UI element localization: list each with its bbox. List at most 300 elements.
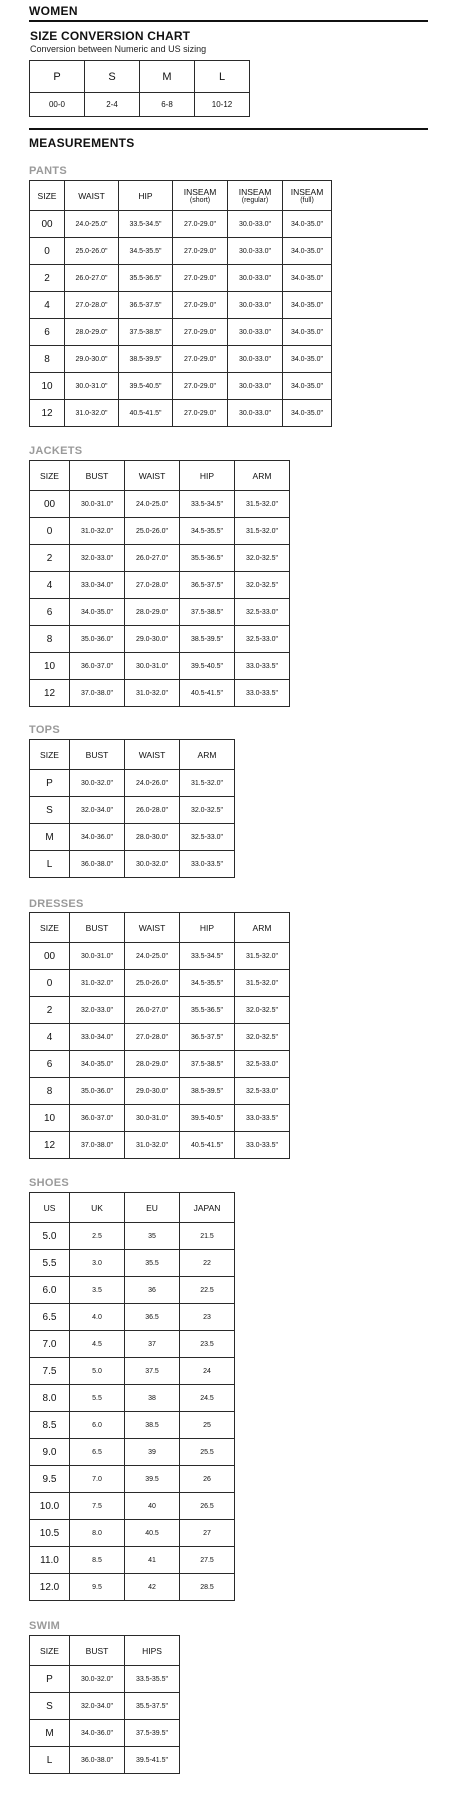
table-cell: 3.0 — [70, 1250, 125, 1277]
table-cell: 34.0-35.0" — [283, 319, 332, 346]
table-cell: 29.0-30.0" — [125, 1078, 180, 1105]
conversion-title: SIZE CONVERSION CHART — [30, 29, 191, 43]
table-cell: 38.5-39.5" — [180, 626, 235, 653]
table-cell: 27.0-29.0" — [173, 238, 228, 265]
table-row — [30, 518, 290, 545]
table-cell: 27.5 — [180, 1547, 235, 1574]
size-cell: L — [30, 1747, 70, 1774]
table-cell: 32.5-33.0" — [235, 626, 290, 653]
table-cell: 32.0-33.0" — [70, 545, 125, 572]
table-cell: 24.0-25.0" — [65, 211, 119, 238]
column-header-label: SIZE — [40, 1645, 59, 1656]
table-row — [30, 292, 332, 319]
table-cell: 30.0-32.0" — [70, 1666, 125, 1693]
table-cell: 27.0-29.0" — [173, 400, 228, 427]
table-cell: 40 — [125, 1493, 180, 1520]
table-cell: 26 — [180, 1466, 235, 1493]
size-cell: 5.5 — [30, 1250, 70, 1277]
column-header-label: BUST — [85, 922, 109, 933]
table-cell: 33.5-35.5" — [125, 1666, 180, 1693]
table-cell: 32.0-33.0" — [70, 997, 125, 1024]
table-cell: 5.0 — [70, 1358, 125, 1385]
column-header — [65, 181, 119, 211]
column-header — [85, 61, 140, 93]
table-cell: 34.0-36.0" — [70, 824, 125, 851]
header-row — [30, 1636, 180, 1666]
table-cell: 35.5-36.5" — [180, 545, 235, 572]
column-header-sublabel: (full) — [300, 196, 314, 204]
table-row — [30, 1520, 235, 1547]
table-cell: 32.5-33.0" — [235, 599, 290, 626]
table-row — [30, 1277, 235, 1304]
table-cell: 33.0-33.5" — [180, 851, 235, 878]
table-cell: 34.0-35.0" — [283, 373, 332, 400]
table-cell: 37.5-38.5" — [119, 319, 173, 346]
table-cell: 34.0-35.0" — [283, 346, 332, 373]
column-header — [70, 913, 125, 943]
dresses-label: DRESSES — [29, 898, 84, 910]
table-row — [30, 1132, 290, 1159]
table-cell: 24.0-25.0" — [125, 491, 180, 518]
table-cell: 32.5-33.0" — [235, 1051, 290, 1078]
shoes-table — [29, 1192, 235, 1601]
table-cell: 30.0-33.0" — [228, 211, 283, 238]
header-row — [30, 461, 290, 491]
table-row — [30, 970, 290, 997]
table-cell: 30.0-33.0" — [228, 265, 283, 292]
column-header — [70, 1636, 125, 1666]
size-cell: 10 — [30, 373, 65, 400]
table-row — [30, 400, 332, 427]
size-cell: 0 — [30, 970, 70, 997]
column-header-label: BUST — [85, 470, 109, 481]
size-cell: 7.5 — [30, 1358, 70, 1385]
table-row — [30, 997, 290, 1024]
table-cell: 38.5-39.5" — [180, 1078, 235, 1105]
table-cell: 30.0-33.0" — [228, 319, 283, 346]
table-cell: 32.5-33.0" — [235, 1078, 290, 1105]
table-cell: 7.0 — [70, 1466, 125, 1493]
table-cell: 30.0-32.0" — [70, 770, 125, 797]
column-header-label: SIZE — [40, 922, 59, 933]
table-row — [30, 1250, 235, 1277]
table-row — [30, 1051, 290, 1078]
table-cell: 26.0-27.0" — [125, 545, 180, 572]
table-cell: 35.5-36.5" — [180, 997, 235, 1024]
table-cell: 41 — [125, 1547, 180, 1574]
table-cell: 27.0-29.0" — [173, 319, 228, 346]
table-row — [30, 93, 250, 117]
table-cell: 33.0-33.5" — [235, 680, 290, 707]
table-cell: 30.0-32.0" — [125, 851, 180, 878]
table-cell: 26.5 — [180, 1493, 235, 1520]
table-row — [30, 1024, 290, 1051]
size-cell: 8.5 — [30, 1412, 70, 1439]
table-cell: 5.5 — [70, 1385, 125, 1412]
table-cell: 32.0-32.5" — [235, 545, 290, 572]
table-cell: 37.5-39.5" — [125, 1720, 180, 1747]
conversion-table — [29, 60, 250, 117]
size-cell: 0 — [30, 238, 65, 265]
table-cell: 34.0-35.0" — [283, 292, 332, 319]
jackets-table — [29, 460, 290, 707]
size-cell: 8.0 — [30, 1385, 70, 1412]
table-cell: 27.0-28.0" — [125, 572, 180, 599]
table-cell: 33.0-34.0" — [70, 572, 125, 599]
size-cell: 11.0 — [30, 1547, 70, 1574]
table-row — [30, 1412, 235, 1439]
table-cell: 36.5-37.5" — [180, 1024, 235, 1051]
header-row — [30, 740, 235, 770]
table-row — [30, 1304, 235, 1331]
table-cell: 23.5 — [180, 1331, 235, 1358]
table-cell: 9.5 — [70, 1574, 125, 1601]
table-cell: 28.0-30.0" — [125, 824, 180, 851]
table-cell: 23 — [180, 1304, 235, 1331]
column-header-label: L — [218, 70, 226, 83]
table-row — [30, 653, 290, 680]
table-cell: 27.0-28.0" — [65, 292, 119, 319]
table-cell: 25.0-26.0" — [125, 518, 180, 545]
size-cell: 00 — [30, 943, 70, 970]
size-cell: 10.5 — [30, 1520, 70, 1547]
column-header — [140, 61, 195, 93]
table-cell: 39.5-40.5" — [180, 653, 235, 680]
table-cell: 36.5-37.5" — [180, 572, 235, 599]
column-header-label: WAIST — [138, 922, 166, 933]
column-header-label: WAIST — [138, 470, 166, 481]
column-header — [180, 740, 235, 770]
table-cell: 31.5-32.0" — [235, 518, 290, 545]
table-cell: 34.0-35.0" — [283, 400, 332, 427]
column-header-label: S — [108, 70, 116, 83]
table-cell: 27.0-29.0" — [173, 265, 228, 292]
column-header-label: HIP — [199, 470, 215, 481]
size-cell: P — [30, 770, 70, 797]
table-cell: 37.5-38.5" — [180, 599, 235, 626]
size-cell: 8 — [30, 626, 70, 653]
size-cell: 12 — [30, 1132, 70, 1159]
table-cell: 8.0 — [70, 1520, 125, 1547]
table-cell: 37.5 — [125, 1358, 180, 1385]
table-cell: 30.0-31.0" — [70, 491, 125, 518]
table-cell: 39.5 — [125, 1466, 180, 1493]
size-cell: 6.0 — [30, 1277, 70, 1304]
table-cell: 32.5-33.0" — [180, 824, 235, 851]
table-cell: 40.5-41.5" — [119, 400, 173, 427]
table-cell: 00-0 — [30, 93, 85, 117]
table-cell: 33.5-34.5" — [180, 943, 235, 970]
table-cell: 38 — [125, 1385, 180, 1412]
table-cell: 28.0-29.0" — [65, 319, 119, 346]
column-header — [180, 1193, 235, 1223]
table-row — [30, 626, 290, 653]
size-cell: 6.5 — [30, 1304, 70, 1331]
size-cell: 0 — [30, 518, 70, 545]
table-cell: 37.0-38.0" — [70, 1132, 125, 1159]
column-header — [180, 461, 235, 491]
size-cell: 8 — [30, 346, 65, 373]
size-cell: 12 — [30, 400, 65, 427]
title-divider — [29, 20, 428, 22]
column-header — [195, 61, 250, 93]
size-cell: 4 — [30, 1024, 70, 1051]
table-cell: 2-4 — [85, 93, 140, 117]
size-cell: 10 — [30, 1105, 70, 1132]
table-cell: 29.0-30.0" — [125, 626, 180, 653]
table-cell: 36.0-38.0" — [70, 1747, 125, 1774]
size-cell: M — [30, 1720, 70, 1747]
table-cell: 25.0-26.0" — [65, 238, 119, 265]
column-header-label: M — [162, 70, 172, 83]
column-header-label: EU — [146, 1202, 158, 1213]
table-row — [30, 770, 235, 797]
table-cell: 32.0-34.0" — [70, 1693, 125, 1720]
table-cell: 37.5-38.5" — [180, 1051, 235, 1078]
column-header-label: INSEAM — [238, 186, 272, 197]
table-cell: 42 — [125, 1574, 180, 1601]
table-cell: 31.0-32.0" — [65, 400, 119, 427]
header-row — [30, 913, 290, 943]
table-cell: 7.5 — [70, 1493, 125, 1520]
table-cell: 34.0-35.0" — [70, 1051, 125, 1078]
size-cell: 12.0 — [30, 1574, 70, 1601]
table-row — [30, 1385, 235, 1412]
table-cell: 30.0-31.0" — [125, 653, 180, 680]
column-header — [30, 913, 70, 943]
table-row — [30, 211, 332, 238]
column-header — [30, 1636, 70, 1666]
table-cell: 36 — [125, 1277, 180, 1304]
table-cell: 25 — [180, 1412, 235, 1439]
table-cell: 30.0-33.0" — [228, 373, 283, 400]
size-cell: S — [30, 797, 70, 824]
table-cell: 33.0-33.5" — [235, 653, 290, 680]
table-row — [30, 346, 332, 373]
table-cell: 34.0-35.0" — [283, 265, 332, 292]
table-row — [30, 1105, 290, 1132]
pants-table — [29, 180, 332, 427]
table-cell: 33.0-33.5" — [235, 1105, 290, 1132]
column-header — [70, 740, 125, 770]
table-cell: 4.5 — [70, 1331, 125, 1358]
table-row — [30, 491, 290, 518]
table-cell: 27.0-29.0" — [173, 373, 228, 400]
table-row — [30, 1078, 290, 1105]
column-header — [70, 1193, 125, 1223]
size-cell: 10 — [30, 653, 70, 680]
size-cell: 8 — [30, 1078, 70, 1105]
table-cell: 32.0-32.5" — [235, 1024, 290, 1051]
table-cell: 37.0-38.0" — [70, 680, 125, 707]
column-header-label: SIZE — [37, 190, 57, 201]
column-header-label: UK — [91, 1202, 103, 1213]
table-cell: 26.0-28.0" — [125, 797, 180, 824]
table-row — [30, 1331, 235, 1358]
column-header-label: ARM — [252, 922, 272, 933]
swim-table — [29, 1635, 180, 1774]
table-cell: 30.0-33.0" — [228, 292, 283, 319]
table-cell: 34.5-35.5" — [119, 238, 173, 265]
table-cell: 32.0-32.5" — [235, 997, 290, 1024]
table-cell: 31.5-32.0" — [235, 943, 290, 970]
table-cell: 32.0-34.0" — [70, 797, 125, 824]
tops-label: TOPS — [29, 724, 60, 736]
table-cell: 28.0-29.0" — [125, 599, 180, 626]
table-cell: 35 — [125, 1223, 180, 1250]
column-header-label: SIZE — [40, 749, 59, 760]
column-header-label: HIPS — [142, 1645, 162, 1656]
table-cell: 6.5 — [70, 1439, 125, 1466]
table-cell: 22 — [180, 1250, 235, 1277]
table-cell: 24.5 — [180, 1385, 235, 1412]
table-cell: 2.5 — [70, 1223, 125, 1250]
table-cell: 36.5-37.5" — [119, 292, 173, 319]
swim-label: SWIM — [29, 1620, 61, 1632]
table-cell: 27.0-28.0" — [125, 1024, 180, 1051]
column-header — [30, 181, 65, 211]
size-cell: 2 — [30, 997, 70, 1024]
table-cell: 27.0-29.0" — [173, 346, 228, 373]
table-cell: 35.0-36.0" — [70, 626, 125, 653]
size-cell: 12 — [30, 680, 70, 707]
table-cell: 25.5 — [180, 1439, 235, 1466]
column-header-label: SIZE — [40, 470, 59, 481]
column-header-sublabel: (regular) — [241, 196, 269, 204]
table-row — [30, 1747, 180, 1774]
column-header — [173, 181, 228, 211]
table-cell: 35.5 — [125, 1250, 180, 1277]
table-cell: 40.5-41.5" — [180, 680, 235, 707]
jackets-label: JACKETS — [29, 445, 83, 457]
column-header-label: INSEAM — [290, 186, 324, 197]
column-header-label: WAIST — [138, 749, 166, 760]
tops-table — [29, 739, 235, 878]
table-cell: 24.0-25.0" — [125, 943, 180, 970]
header-row — [30, 61, 250, 93]
table-cell: 30.0-33.0" — [228, 346, 283, 373]
size-cell: 7.0 — [30, 1331, 70, 1358]
table-cell: 6.0 — [70, 1412, 125, 1439]
size-cell: 4 — [30, 572, 70, 599]
table-cell: 37 — [125, 1331, 180, 1358]
measurements-title: MEASUREMENTS — [29, 136, 135, 150]
table-cell: 24.0-26.0" — [125, 770, 180, 797]
table-cell: 27.0-29.0" — [173, 292, 228, 319]
table-row — [30, 1358, 235, 1385]
table-cell: 36.0-38.0" — [70, 851, 125, 878]
table-cell: 30.0-31.0" — [70, 943, 125, 970]
column-header-label: INSEAM — [183, 186, 217, 197]
table-cell: 24 — [180, 1358, 235, 1385]
size-cell: M — [30, 824, 70, 851]
size-cell: 10.0 — [30, 1493, 70, 1520]
table-cell: 8.5 — [70, 1547, 125, 1574]
column-header-label: HIP — [138, 190, 153, 201]
column-header — [180, 913, 235, 943]
column-header-label: US — [43, 1202, 56, 1213]
column-header-label: ARM — [197, 749, 217, 760]
column-header — [125, 740, 180, 770]
column-header — [125, 461, 180, 491]
size-cell: 00 — [30, 491, 70, 518]
table-cell: 34.0-35.0" — [70, 599, 125, 626]
table-cell: 35.5-36.5" — [119, 265, 173, 292]
table-cell: 35.0-36.0" — [70, 1078, 125, 1105]
table-cell: 36.0-37.0" — [70, 653, 125, 680]
table-cell: 31.5-32.0" — [235, 491, 290, 518]
table-cell: 35.5-37.5" — [125, 1693, 180, 1720]
size-cell: 6 — [30, 319, 65, 346]
table-cell: 28.5 — [180, 1574, 235, 1601]
table-row — [30, 1466, 235, 1493]
table-cell: 34.0-35.0" — [283, 211, 332, 238]
column-header — [30, 740, 70, 770]
shoes-label: SHOES — [29, 1177, 70, 1189]
table-cell: 21.5 — [180, 1223, 235, 1250]
table-row — [30, 943, 290, 970]
table-cell: 31.0-32.0" — [70, 970, 125, 997]
column-header-label: WAIST — [78, 190, 105, 201]
table-cell: 32.0-32.5" — [235, 572, 290, 599]
table-row — [30, 373, 332, 400]
column-header-label: BUST — [85, 749, 109, 760]
table-cell: 29.0-30.0" — [65, 346, 119, 373]
table-cell: 31.0-32.0" — [125, 680, 180, 707]
column-header-label: JAPAN — [193, 1202, 221, 1213]
table-row — [30, 680, 290, 707]
size-cell: 9.0 — [30, 1439, 70, 1466]
table-row — [30, 238, 332, 265]
column-header-label: HIP — [199, 922, 215, 933]
table-cell: 22.5 — [180, 1277, 235, 1304]
table-cell: 30.0-33.0" — [228, 400, 283, 427]
size-cell: 6 — [30, 599, 70, 626]
table-row — [30, 1223, 235, 1250]
conversion-subtitle: Conversion between Numeric and US sizing — [30, 44, 207, 54]
table-cell: 40.5-41.5" — [180, 1132, 235, 1159]
table-cell: 33.5-34.5" — [119, 211, 173, 238]
size-cell: 00 — [30, 211, 65, 238]
table-row — [30, 1493, 235, 1520]
column-header-label: ARM — [252, 470, 272, 481]
table-cell: 34.5-35.5" — [180, 970, 235, 997]
table-cell: 26.0-27.0" — [125, 997, 180, 1024]
table-cell: 33.0-34.0" — [70, 1024, 125, 1051]
header-row — [30, 181, 332, 211]
table-cell: 3.5 — [70, 1277, 125, 1304]
size-cell: 6 — [30, 1051, 70, 1078]
column-header — [70, 461, 125, 491]
table-row — [30, 1720, 180, 1747]
table-row — [30, 1666, 180, 1693]
table-cell: 38.5-39.5" — [119, 346, 173, 373]
table-cell: 39.5-41.5" — [125, 1747, 180, 1774]
size-cell: 9.5 — [30, 1466, 70, 1493]
pants-label: PANTS — [29, 165, 67, 177]
table-cell: 26.0-27.0" — [65, 265, 119, 292]
column-header-label: BUST — [85, 1645, 109, 1656]
column-header — [228, 181, 283, 211]
table-row — [30, 1574, 235, 1601]
table-row — [30, 1439, 235, 1466]
table-cell: 28.0-29.0" — [125, 1051, 180, 1078]
column-header — [30, 461, 70, 491]
size-cell: 2 — [30, 265, 65, 292]
table-row — [30, 572, 290, 599]
table-cell: 38.5 — [125, 1412, 180, 1439]
table-cell: 27.0-29.0" — [173, 211, 228, 238]
